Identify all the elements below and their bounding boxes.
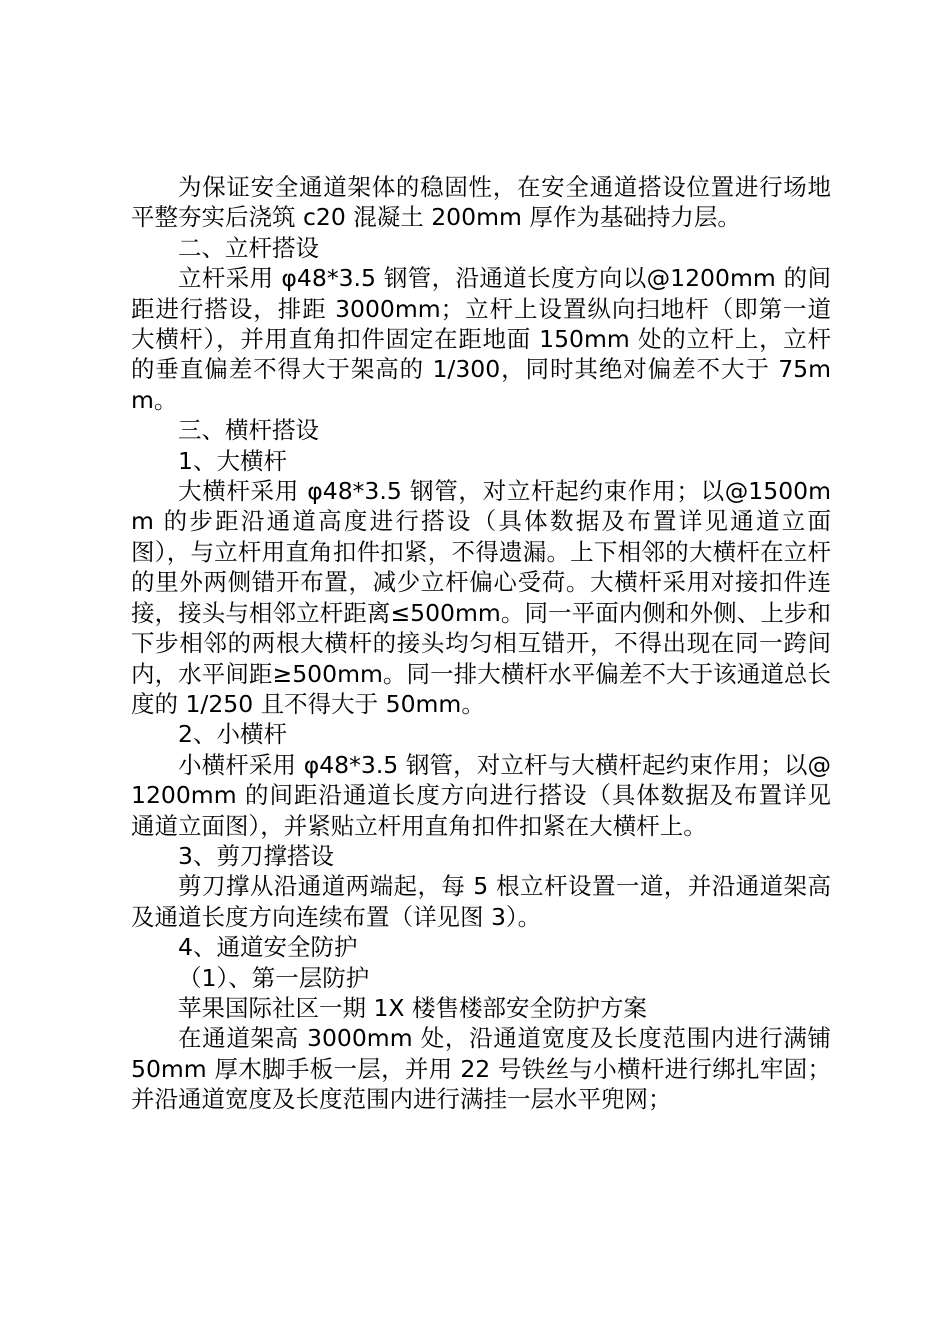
paragraph-scissor-brace: 剪刀撑从沿通道两端起，每 5 根立杆设置一道，并沿通道架高及通道长度方向连续布置（详见图 3）。 (131, 872, 831, 931)
heading-small-crossbar: 2、小横杆 (178, 720, 287, 749)
paragraph-large-crossbar: 大横杆采用 φ48*3.5 钢管，对立杆起约束作用；以@1500mm 的步距沿通道高度进行搭设（具体数据及布置详见通道立面图），与立杆用直角扣件扣紧，不得遗漏。上下相邻的大横杆在立杆的里外两侧错开布置，减少立杆偏心受荷。大横杆采用对接扣件连接，接头与相邻立杆距离≤500mm。同一平面内侧和外侧、上步和下步相邻的两根大横杆的接头均匀相互错开，不得出现在同一跨间内，水平间距≥500mm。同一排大横杆水平偏差不大于该通道总长度的 1/250 且不得大于 50mm。 (131, 477, 831, 718)
paragraph-small-crossbar: 小横杆采用 φ48*3.5 钢管，对立杆与大横杆起约束作用；以@1200mm 的间距沿通道长度方向进行搭设（具体数据及布置详见通道立面图），并紧贴立杆用直角扣件扣紧在大横杆上。 (131, 750, 831, 840)
heading-crossbar-erection: 三、横杆搭设 (178, 416, 319, 445)
paragraph-foundation: 为保证安全通道架体的稳固性，在安全通道搭设位置进行场地平整夯实后浇筑 c20 混凝土 200mm 厚作为基础持力层。 (131, 173, 831, 232)
heading-scissor-brace: 3、剪刀撑搭设 (178, 841, 334, 870)
paragraph-upright-pole: 立杆采用 φ48*3.5 钢管，沿通道长度方向以@1200mm 的间距进行搭设，排距 3000mm；立杆上设置纵向扫地杆（即第一道大横杆），并用直角扣件固定在距地面 150mm 处的立杆上，立杆的垂直偏差不得大于架高的 1/300，同时其绝对偏差不大于 75mm。 (131, 264, 831, 414)
heading-passage-safety-protection: 4、通道安全防护 (178, 933, 358, 962)
heading-upright-pole-erection: 二、立杆搭设 (178, 233, 319, 262)
document-header-title: 苹果国际社区一期 1X 楼售楼部安全防护方案 (178, 993, 647, 1022)
document-body (131, 172, 831, 1115)
heading-first-layer-protection: （1）、第一层防护 (178, 963, 370, 992)
paragraph-first-layer-protection: 在通道架高 3000mm 处，沿通道宽度及长度范围内进行满铺 50mm 厚木脚手板一层，并用 22 号铁丝与小横杆进行绑扎牢固；并沿通道宽度及长度范围内进行满挂一层水平兜网； (131, 1024, 831, 1114)
heading-large-crossbar: 1、大横杆 (178, 446, 287, 475)
